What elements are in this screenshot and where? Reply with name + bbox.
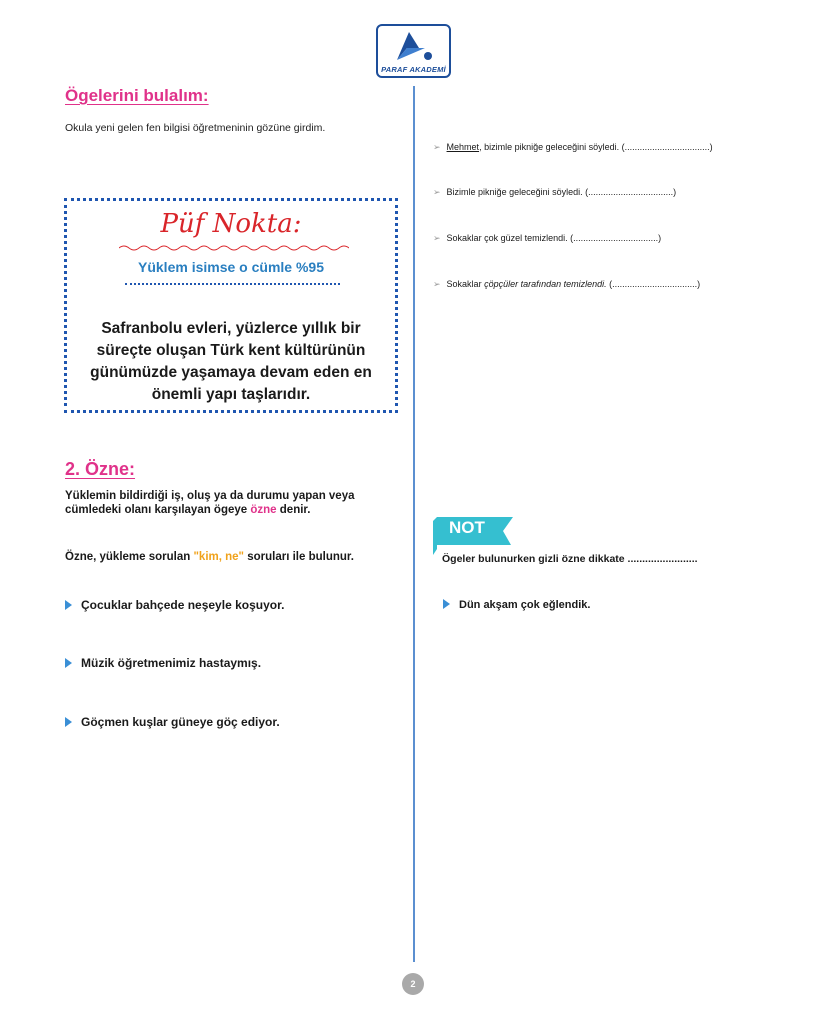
triangle-bullet-icon — [65, 600, 72, 610]
ozne-definition — [65, 489, 405, 517]
arrow-bullet-icon: ➢ — [433, 279, 441, 289]
example-text: Çocuklar bahçede neşeyle koşuyor. — [81, 598, 285, 612]
column-divider — [413, 86, 415, 962]
example-text: Göçmen kuşlar güneye göç ediyor. — [81, 715, 280, 729]
right-item — [433, 187, 676, 198]
right-item — [433, 279, 700, 290]
item-text: Sokaklar çok güzel temizlendi. (..................................) — [446, 233, 662, 243]
rule-text: Özne, yükleme sorulan — [65, 551, 194, 563]
example-item — [65, 598, 284, 612]
puf-nokta-text: Safranbolu evleri, yüzlerce yıllık bir süreçte oluşan Türk kent kültürünün günümüzde yaşamaya devam eden en önemli yapı taşlarıdır. — [90, 320, 372, 403]
section-title-ogeler: Ögelerini bulalım: — [65, 86, 209, 105]
wavy-underline-icon — [119, 244, 349, 252]
example-text: Dün akşam çok eğlendik. — [459, 599, 591, 611]
page-number: 2 — [402, 973, 424, 995]
underlined-subject: Mehmet — [446, 142, 480, 152]
ozne-rule — [65, 551, 354, 563]
arrow-bullet-icon: ➢ — [433, 142, 441, 152]
dotted-divider — [125, 283, 340, 285]
paraf-logo-icon — [395, 30, 435, 62]
example-text: Müzik öğretmenimiz hastaymış. — [81, 656, 262, 670]
rule-highlight: "kim, ne" — [193, 551, 245, 563]
item-text: , bizimle pikniğe geleceğini söyledi. (..................................) — [479, 142, 713, 152]
right-item — [433, 142, 713, 153]
item-text: Bizimle pikniğe geleceğini söyledi. (..................................) — [446, 187, 677, 197]
item-text-end: (..................................) — [606, 279, 701, 289]
triangle-bullet-icon — [65, 717, 72, 727]
definition-text-end: denir. — [276, 504, 311, 516]
note-text: Ögeler bulunurken gizli özne dikkate ........................ — [442, 553, 698, 565]
note-example-item — [443, 599, 590, 611]
exercise-sentence: Okula yeni gelen fen bilgisi öğretmeninin gözüne girdim. — [65, 122, 326, 134]
section-title-ozne: 2. Özne: — [65, 459, 136, 479]
example-item — [65, 656, 261, 670]
triangle-bullet-icon — [65, 658, 72, 668]
triangle-bullet-icon — [443, 599, 450, 609]
definition-highlight: özne — [250, 504, 277, 516]
right-item — [433, 233, 661, 244]
example-item — [65, 715, 280, 729]
item-text: Sokaklar — [446, 279, 485, 289]
logo — [376, 24, 451, 78]
note-label: NOT — [449, 518, 485, 537]
item-italic-text: çöpçüler tarafından temizlendi. — [484, 279, 607, 289]
puf-nokta-box — [64, 198, 398, 413]
puf-nokta-title: Püf Nokta: — [160, 209, 302, 239]
arrow-bullet-icon: ➢ — [433, 233, 441, 243]
arrow-bullet-icon: ➢ — [433, 187, 441, 197]
definition-text: Yüklemin bildirdiği iş, oluş ya da durumu yapan veya cümledeki olanı karşılayan ögeye — [65, 490, 355, 516]
logo-text: PARAF AKADEMİ — [381, 65, 446, 74]
puf-nokta-subtitle: Yüklem isimse o cümle %95 — [138, 259, 324, 275]
rule-text-end: soruları ile bulunur. — [244, 551, 354, 563]
